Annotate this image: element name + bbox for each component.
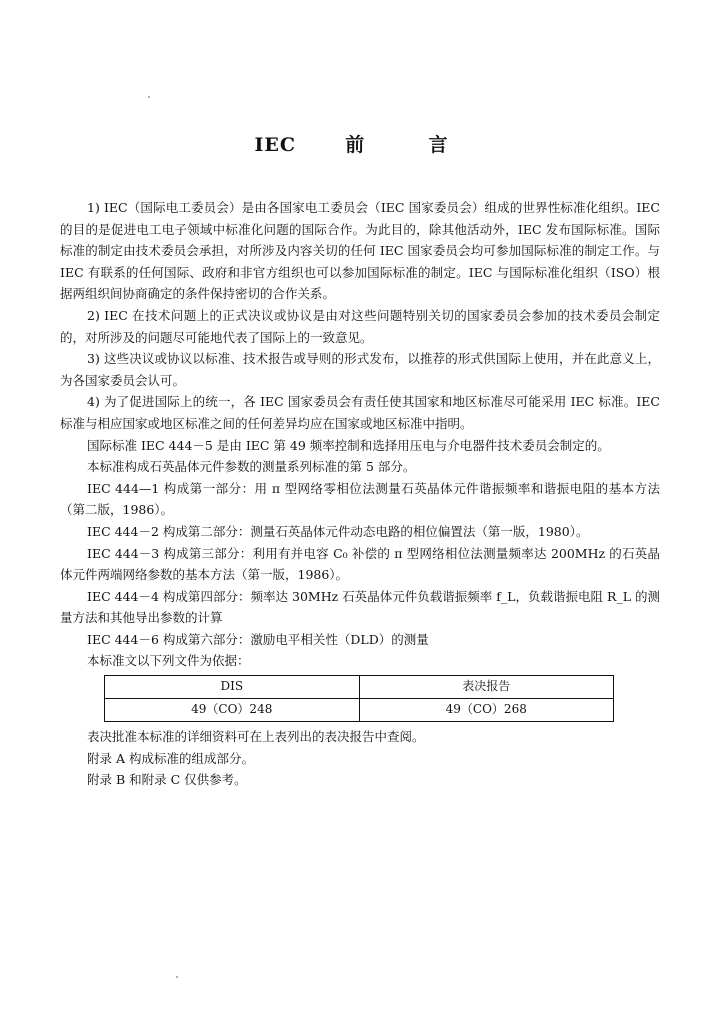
table-cell-dis: 49（CO）248 xyxy=(105,699,360,722)
table-header-vote-report: 表决报告 xyxy=(359,676,614,699)
paragraph-11: IEC 444－6 构成第六部分：激励电平相关性（DLD）的测量 xyxy=(87,631,429,647)
paragraph-4: 4) 为了促进国际上的统一，各 IEC 国家委员会有责任使其国家和地区标准尽可能采用 IEC 标准。IEC 标准与相应国家或地区标准之间的任何差异均应在国家或地区标准中指明。 xyxy=(60,394,660,431)
after-table-notes xyxy=(60,726,660,791)
paragraph-8: IEC 444－2 构成第二部分：测量石英晶体元件动态电路的相位偏置法（第一版，1980）。 xyxy=(87,523,589,539)
paragraph-9: IEC 444－3 构成第三部分：利用有并电容 C₀ 补偿的 π 型网络相位法测量频率达 200MHz 的石英晶体元件两端网络参数的基本方法（第一版，1986）。 xyxy=(60,545,660,583)
note-vote-details: 表决批准本标准的详细资料可在上表列出的表决报告中查阅。 xyxy=(87,729,425,745)
scan-speck xyxy=(176,976,178,978)
page-title xyxy=(0,130,703,157)
title-word-1: 前 xyxy=(345,134,366,156)
note-annex-a: 附录 A 构成标准的组成部分。 xyxy=(87,750,254,766)
table-cell-vote-report: 49（CO）268 xyxy=(359,699,614,722)
paragraph-3: 3) 这些决议或协议以标准、技术报告或导则的形式发布，以推荐的形式供国际上使用，并在此意义上，为各国家委员会认可。 xyxy=(60,351,660,388)
title-prefix: IEC xyxy=(254,134,296,156)
title-word-2: 言 xyxy=(428,134,449,156)
table-header-row xyxy=(105,676,614,699)
foreword-body xyxy=(60,197,660,791)
note-annex-b-c: 附录 B 和附录 C 仅供参考。 xyxy=(87,772,247,788)
paragraph-5: 国际标准 IEC 444－5 是由 IEC 第 49 频率控制和选择用压电与介电器件技术委员会制定的。 xyxy=(87,437,610,453)
table-row xyxy=(105,699,614,722)
basis-table xyxy=(104,675,614,722)
paragraph-1: 1) IEC（国际电工委员会）是由各国家电工委员会（IEC 国家委员会）组成的世界性标准化组织。IEC 的目的是促进电工电子领域中标准化问题的国际合作。为此目的，除其他活动外，IEC 发布国际标准。国际标准的制定由技术委员会承担，对所涉及内容关切的任何 IEC 国家委员会均可参加国际标准的制定工作。与 IEC 有联系的任何国际、政府和非官方组织也可以参加国际标准的制定。IEC 与国际标准化组织（ISO）根据两组织间协商确定的条件保持密切的合作关系。 xyxy=(60,200,660,302)
paragraph-7: IEC 444—1 构成第一部分：用 π 型网络零相位法测量石英晶体元件谐振频率和谐振电阻的基本方法（第二版，1986）。 xyxy=(60,480,660,518)
paragraph-12: 本标准文以下列文件为依据： xyxy=(87,653,250,669)
table-header-dis: DIS xyxy=(105,676,360,699)
paragraph-10: IEC 444－4 构成第四部分：频率达 30MHz 石英晶体元件负载谐振频率 f_L，负载谐振电阻 R_L 的测量方法和其他导出参数的计算 xyxy=(60,588,660,626)
scan-speck xyxy=(148,96,150,98)
paragraph-2: 2) IEC 在技术问题上的正式决议或协议是由对这些问题特别关切的国家委员会参加的技术委员会制定的，对所涉及的问题尽可能地代表了国际上的一致意见。 xyxy=(60,307,660,345)
paragraph-6: 本标准构成石英晶体元件参数的测量系列标准的第 5 部分。 xyxy=(87,459,416,475)
